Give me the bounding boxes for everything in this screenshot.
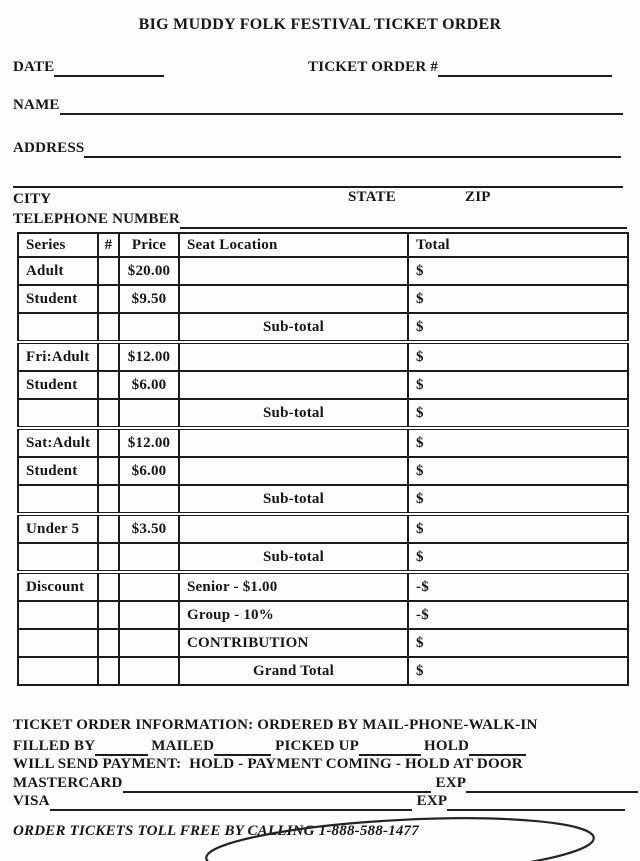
- address-line-2: [13, 186, 623, 188]
- cell-total: $: [408, 543, 628, 572]
- cell-series: [18, 313, 98, 342]
- cell-series: [18, 629, 98, 657]
- table-row: [18, 457, 628, 485]
- cell-seat: Grand Total: [179, 657, 408, 685]
- cell-seat: Sub-total: [179, 485, 408, 514]
- state-label: STATE: [348, 189, 396, 205]
- cell-total: $: [408, 485, 628, 514]
- telephone-field: [13, 208, 627, 229]
- cell-seat: Sub-total: [179, 543, 408, 572]
- header-price: Price: [119, 233, 179, 257]
- cell-total: -$: [408, 601, 628, 629]
- ticket-order-label: TICKET ORDER #: [308, 59, 439, 75]
- mastercard-exp-label: EXP: [435, 775, 467, 791]
- date-blank-line: [54, 56, 164, 77]
- zip-label: ZIP: [465, 189, 491, 205]
- cell-total: $: [408, 457, 628, 485]
- visa-row: [13, 790, 625, 811]
- cell-price: $3.50: [119, 514, 179, 543]
- cell-series: [18, 543, 98, 572]
- cell-seat: [179, 285, 408, 313]
- table-row: [18, 572, 628, 601]
- hold-label: HOLD: [424, 738, 469, 754]
- cell-total: $: [408, 514, 628, 543]
- cell-qty: [98, 457, 119, 485]
- cell-seat: CONTRIBUTION: [179, 629, 408, 657]
- mailed-blank-line: [214, 735, 271, 756]
- cell-qty: [98, 543, 119, 572]
- cell-qty: [98, 313, 119, 342]
- filled-by-blank-line: [95, 735, 148, 756]
- cell-total: $: [408, 657, 628, 685]
- table-row: [18, 399, 628, 428]
- cell-series: [18, 399, 98, 428]
- date-field: [13, 56, 164, 77]
- payment-line: WILL SEND PAYMENT: HOLD - PAYMENT COMING - HOLD AT DOOR: [13, 756, 523, 772]
- cell-series: Adult: [18, 257, 98, 285]
- cell-seat: Group - 10%: [179, 601, 408, 629]
- cell-series: [18, 657, 98, 685]
- table-row: [18, 285, 628, 313]
- telephone-blank-line: [180, 208, 627, 229]
- name-blank-line: [60, 94, 623, 115]
- address-field: [13, 137, 621, 158]
- cell-seat: Sub-total: [179, 313, 408, 342]
- cell-price: [119, 485, 179, 514]
- cell-series: Student: [18, 285, 98, 313]
- cell-total: $: [408, 371, 628, 399]
- header-qty: #: [98, 233, 119, 257]
- order-info-line: TICKET ORDER INFORMATION: ORDERED BY MAIL-PHONE-WALK-IN: [13, 717, 538, 733]
- cell-seat: [179, 342, 408, 371]
- cell-price: $6.00: [119, 457, 179, 485]
- filled-by-row: [13, 735, 526, 756]
- cell-total: $: [408, 257, 628, 285]
- visa-exp-label: EXP: [416, 793, 448, 809]
- cell-seat: [179, 457, 408, 485]
- cell-qty: [98, 371, 119, 399]
- name-label: NAME: [13, 97, 60, 113]
- cell-price: $9.50: [119, 285, 179, 313]
- table-row: [18, 514, 628, 543]
- filled-by-label: FILLED BY: [13, 738, 96, 754]
- cell-total: $: [408, 313, 628, 342]
- date-label: DATE: [13, 59, 55, 75]
- cell-qty: [98, 285, 119, 313]
- header-series: Series: [18, 233, 98, 257]
- cell-qty: [98, 257, 119, 285]
- cell-qty: [98, 342, 119, 371]
- cell-series: Student: [18, 371, 98, 399]
- cell-series: Discount: [18, 572, 98, 601]
- cell-series: Under 5: [18, 514, 98, 543]
- cell-price: [119, 657, 179, 685]
- ticket-table-body: [18, 257, 628, 685]
- ticket-table: [17, 232, 629, 686]
- table-header-row: [18, 233, 628, 257]
- mailed-label: MAILED: [151, 738, 215, 754]
- cell-price: $12.00: [119, 342, 179, 371]
- cell-total: $: [408, 285, 628, 313]
- cell-series: Fri:Adult: [18, 342, 98, 371]
- header-seat-location: Seat Location: [179, 233, 408, 257]
- table-row: [18, 629, 628, 657]
- cell-seat: Sub-total: [179, 399, 408, 428]
- form-title: BIG MUDDY FOLK FESTIVAL TICKET ORDER: [138, 16, 502, 33]
- cell-qty: [98, 601, 119, 629]
- cell-seat: [179, 428, 408, 457]
- table-row: [18, 543, 628, 572]
- cell-total: -$: [408, 572, 628, 601]
- cell-price: [119, 601, 179, 629]
- cell-series: [18, 485, 98, 514]
- cell-qty: [98, 399, 119, 428]
- cell-seat: Senior - $1.00: [179, 572, 408, 601]
- toll-free-line: ORDER TICKETS TOLL FREE BY CALLING 1-888-588-1477: [13, 823, 419, 839]
- cell-price: [119, 399, 179, 428]
- cell-qty: [98, 514, 119, 543]
- ticket-order-blank-line: [438, 56, 612, 77]
- cell-total: $: [408, 342, 628, 371]
- cell-price: [119, 543, 179, 572]
- cell-seat: [179, 257, 408, 285]
- telephone-label: TELEPHONE NUMBER: [13, 211, 180, 227]
- hold-blank-line: [469, 735, 526, 756]
- table-row: [18, 485, 628, 514]
- table-row: [18, 371, 628, 399]
- cell-total: $: [408, 428, 628, 457]
- cell-qty: [98, 428, 119, 457]
- cell-seat: [179, 514, 408, 543]
- cell-price: $12.00: [119, 428, 179, 457]
- visa-blank-line: [50, 790, 412, 811]
- mastercard-label: MASTERCARD: [13, 775, 123, 791]
- table-row: [18, 342, 628, 371]
- table-row: [18, 313, 628, 342]
- picked-up-blank-line: [359, 735, 421, 756]
- cell-qty: [98, 657, 119, 685]
- visa-exp-blank-line: [447, 790, 625, 811]
- table-row: [18, 257, 628, 285]
- address-blank-line: [84, 137, 621, 158]
- address-label: ADDRESS: [13, 140, 85, 156]
- cell-qty: [98, 485, 119, 514]
- cell-qty: [98, 572, 119, 601]
- cell-price: [119, 313, 179, 342]
- header-total: Total: [408, 233, 628, 257]
- city-label: CITY: [13, 191, 52, 207]
- cell-seat: [179, 371, 408, 399]
- visa-label: VISA: [13, 793, 50, 809]
- ticket-order-field: [308, 56, 612, 77]
- cell-price: [119, 572, 179, 601]
- cell-price: $6.00: [119, 371, 179, 399]
- name-field: [13, 94, 623, 115]
- cell-series: [18, 601, 98, 629]
- cell-series: Sat:Adult: [18, 428, 98, 457]
- cell-price: [119, 629, 179, 657]
- cell-total: $: [408, 629, 628, 657]
- cell-total: $: [408, 399, 628, 428]
- cell-qty: [98, 629, 119, 657]
- cell-series: Student: [18, 457, 98, 485]
- table-row: [18, 657, 628, 685]
- table-row: [18, 601, 628, 629]
- picked-up-label: PICKED UP: [275, 738, 360, 754]
- cell-price: $20.00: [119, 257, 179, 285]
- table-row: [18, 428, 628, 457]
